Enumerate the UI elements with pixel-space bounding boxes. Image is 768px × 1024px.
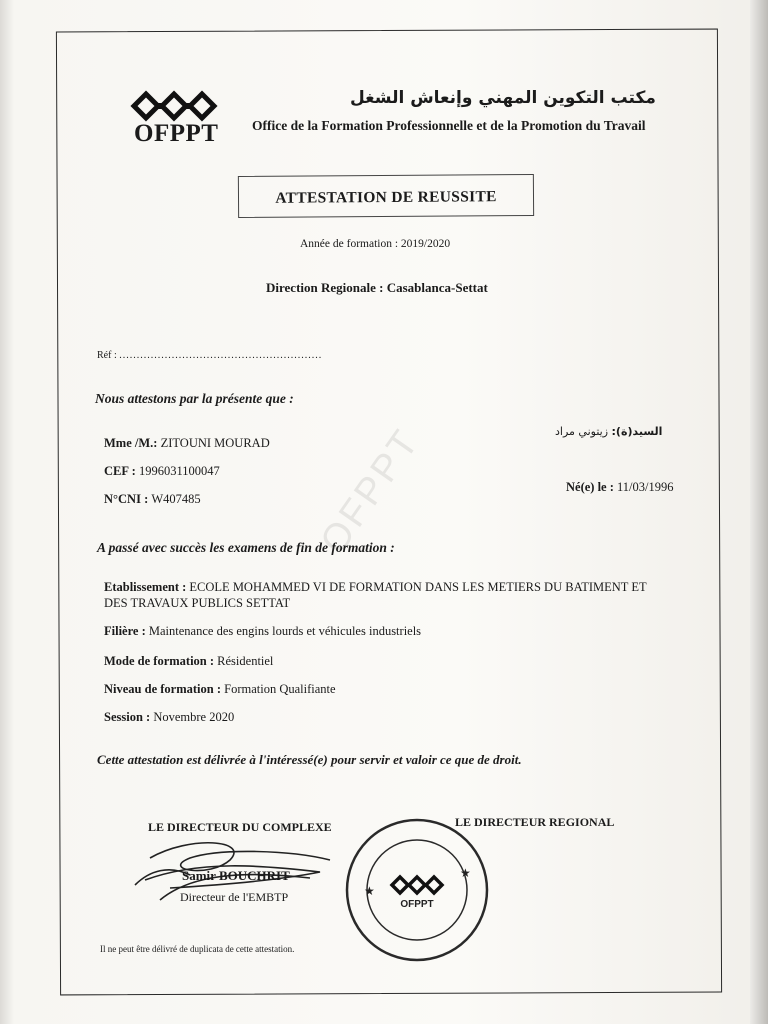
niveau-label: Niveau de formation : bbox=[104, 682, 221, 696]
arabic-name-line bbox=[555, 425, 662, 438]
official-stamp-icon bbox=[342, 815, 492, 965]
ref-line bbox=[97, 350, 322, 361]
mode-value: Résidentiel bbox=[217, 654, 274, 668]
svg-text:★: ★ bbox=[364, 884, 375, 898]
birth-label: Né(e) le : bbox=[566, 480, 614, 494]
session-line bbox=[104, 710, 234, 725]
direction-value: Casablanca-Settat bbox=[386, 280, 488, 295]
cni-value: W407485 bbox=[151, 492, 201, 506]
arabic-name-value: زيتوني مراد bbox=[555, 425, 609, 438]
arabic-office-title: مكتب التكوين المهني وإنعاش الشغل bbox=[350, 88, 656, 108]
title-box bbox=[238, 174, 534, 218]
filiere-line bbox=[104, 624, 421, 639]
document-title: ATTESTATION DE REUSSITE bbox=[275, 188, 497, 207]
mode-line bbox=[104, 654, 273, 669]
cef-line bbox=[104, 464, 220, 479]
cni-label: N°CNI : bbox=[104, 492, 149, 506]
director-complex-heading: LE DIRECTEUR DU COMPLEXE bbox=[148, 820, 332, 834]
page-edge-shadow bbox=[750, 0, 768, 1024]
french-office-title: Office de la Formation Professionnelle et de la Promotion du Travail bbox=[252, 118, 646, 133]
etab-line bbox=[104, 580, 647, 595]
svg-text:OFPPT bbox=[400, 899, 433, 910]
birth-value: 11/03/1996 bbox=[617, 480, 674, 494]
cef-value: 1996031100047 bbox=[138, 464, 220, 478]
arabic-name-label: السيد(ة): bbox=[611, 425, 663, 438]
annee-value: 2019/2020 bbox=[400, 238, 451, 250]
annee-label: Année de formation : bbox=[300, 238, 399, 250]
etab-value-2: DES TRAVAUX PUBLICS SETTAT bbox=[104, 596, 291, 610]
ref-label: Réf : bbox=[97, 350, 117, 361]
direction-line bbox=[266, 280, 488, 296]
birth-line bbox=[566, 480, 674, 495]
logo-text: OFPPT bbox=[134, 120, 219, 147]
name-value: ZITOUNI MOURAD bbox=[160, 436, 270, 450]
niveau-value: Formation Qualifiante bbox=[224, 682, 336, 696]
session-value: Novembre 2020 bbox=[153, 710, 235, 724]
success-intro: A passé avec succès les examens de fin de formation : bbox=[97, 540, 395, 555]
filiere-label: Filière : bbox=[104, 624, 146, 638]
stamp-text: OFPPT bbox=[400, 899, 434, 910]
etab-value-1: ECOLE MOHAMMED VI DE FORMATION DANS LES METIERS DU BATIMENT ET bbox=[189, 580, 647, 594]
signatory-role: Directeur de l'EMBTP bbox=[180, 890, 289, 904]
ref-value: .......................................................... bbox=[119, 350, 323, 361]
director-regional-heading: LE DIRECTEUR REGIONAL bbox=[455, 815, 615, 829]
name-label: Mme /M.: bbox=[104, 436, 158, 450]
etab-label: Etablissement : bbox=[104, 580, 187, 594]
annee-line bbox=[300, 238, 450, 250]
niveau-line bbox=[104, 682, 336, 697]
cef-label: CEF : bbox=[104, 464, 136, 478]
attest-intro: Nous attestons par la présente que : bbox=[95, 391, 294, 406]
direction-label: Direction Regionale : bbox=[266, 280, 384, 295]
name-line bbox=[104, 436, 270, 451]
watermark: OFPPT bbox=[312, 421, 429, 562]
cni-line bbox=[104, 492, 201, 507]
svg-text:★: ★ bbox=[460, 866, 471, 880]
footer-note: Il ne peut être délivré de duplicata de cette attestation. bbox=[100, 944, 295, 954]
signatory-name: Samir BOUCHRIT bbox=[182, 868, 290, 883]
mode-label: Mode de formation : bbox=[104, 654, 215, 668]
filiere-value: Maintenance des engins lourds et véhicules industriels bbox=[148, 624, 422, 638]
closing-statement: Cette attestation est délivrée à l'intéressé(e) pour servir et valoir ce que de droit. bbox=[97, 752, 522, 767]
session-label: Session : bbox=[104, 710, 151, 724]
